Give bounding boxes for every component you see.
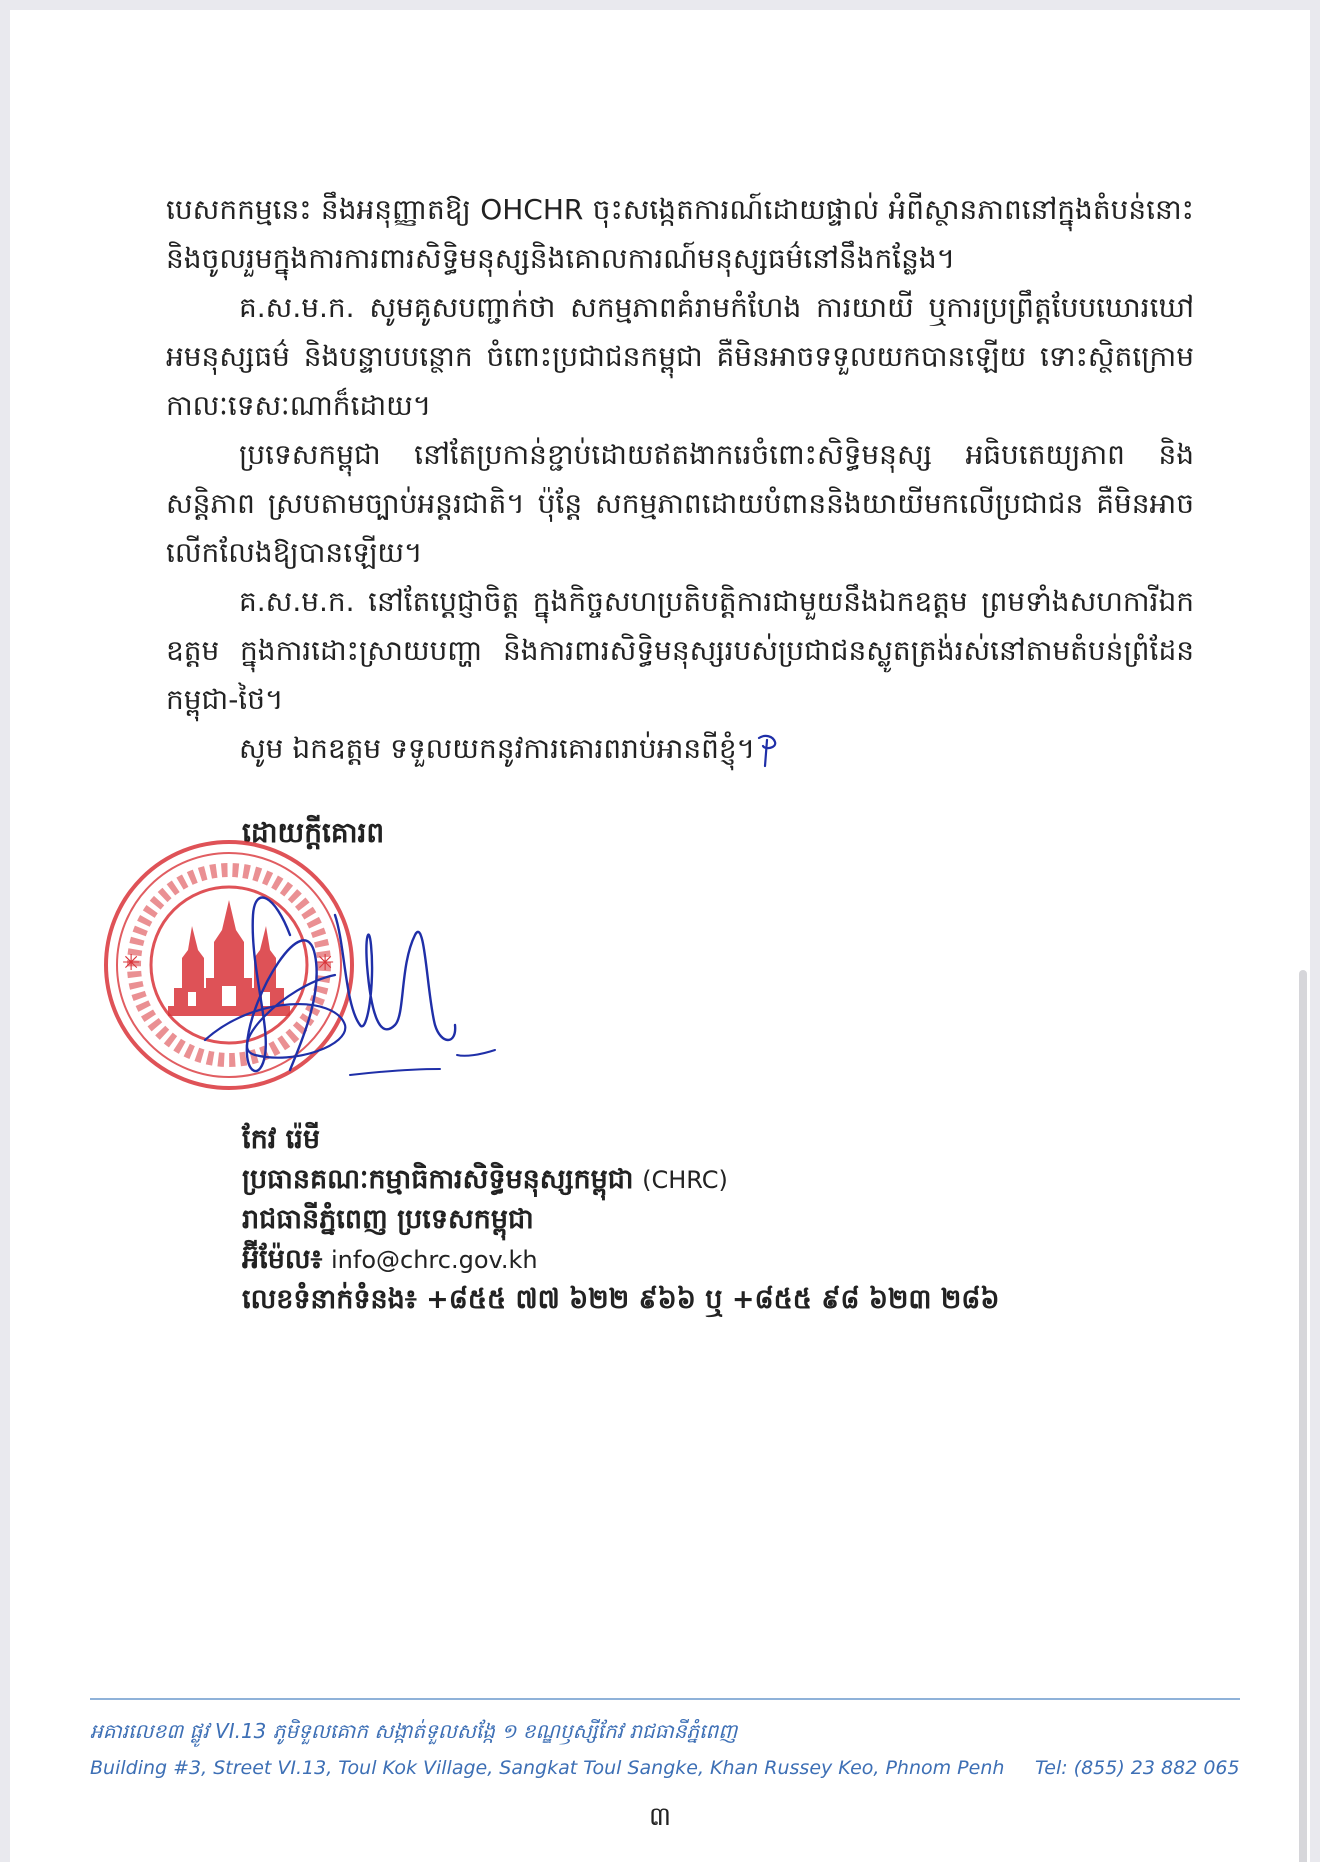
paragraph-2: គ.ស.ម.ក. សូមគូសបញ្ជាក់ថា សកម្មភាពគំរាមកំហែង ការយាយី ឬការប្រព្រឹត្តបែបឃោរឃៅ អមនុស្សធម៌ និងបន្ទាបបន្ថោក ចំពោះប្រជាជនកម្ពុជា គឺមិនអាចទទួលយកបានឡើយ ទោះស្ថិតក្រោមកាលៈទេសៈណាក៏ដោយ។ [166, 291, 1194, 422]
footer-address-kh: អគារលេខ៣ ផ្លូវ VI.13 ភូមិទួលគោក សង្កាត់ទួលសង្កែ ១ ខណ្ឌឫស្សីកែវ រាជធានីភ្នំពេញ [90, 1719, 738, 1743]
closing-salutation: ដោយក្តីគោរព [242, 816, 385, 849]
signature-block [242, 1120, 1000, 1320]
paragraph-5 [166, 724, 1194, 773]
footer-address-en: Building #3, Street VI.13, Toul Kok Village, Sangkat Toul Sangke, Khan Russey Keo, Phnom Penh [90, 1757, 1005, 1779]
footer-divider [90, 1698, 1240, 1700]
signatory-title-kh: ប្រធានគណៈកម្មាធិការសិទ្ធិមនុស្សកម្ពុជា [242, 1164, 634, 1195]
svg-text:✳: ✳ [316, 951, 335, 976]
email-link[interactable]: info@chrc.gov.kh [331, 1246, 538, 1274]
phone-line [242, 1280, 1000, 1320]
page-number: ៣ [648, 1802, 672, 1832]
signatory-location: រាជធានីភ្នំពេញ ប្រទេសកម្ពុជា [242, 1204, 534, 1235]
paragraph-3: ប្រទេសកម្ពុជា នៅតែប្រកាន់ខ្ជាប់ដោយឥតងាករេចំពោះសិទ្ធិមនុស្ស អធិបតេយ្យភាព និងសន្តិភាព ស្របតាមច្បាប់អន្តរជាតិ។ ប៉ុន្តែ សកម្មភាពដោយបំពាននិងយាយីមកលើប្រជាជន គឺមិនអាចលើកលែងឱ្យបានឡើយ។ [166, 438, 1194, 569]
email-line [242, 1240, 1000, 1280]
footer-telephone: Tel: (855) 23 882 065 [1035, 1757, 1240, 1779]
closing-sentence: សូម ឯកឧត្តម ទទួលយកនូវការគោរពរាប់អានពីខ្ញុំ។ [239, 732, 756, 765]
signatory-title-abbr: (CHRC) [642, 1166, 728, 1194]
paragraph-4: គ.ស.ម.ក. នៅតែប្តេជ្ញាចិត្ត ក្នុងកិច្ចសហប្រតិបត្តិការជាមួយនឹងឯកឧត្តម ព្រមទាំងសហការីឯកឧត្តម ក្នុងការដោះស្រាយបញ្ហា និងការពារសិទ្ធិមនុស្សរបស់ប្រជាជនស្លូតត្រង់រស់នៅតាមតំបន់ព្រំដែនកម្ពុជា-ថៃ។ [166, 585, 1194, 716]
email-label: អ៊ីម៉ែល៖ [242, 1244, 323, 1275]
phone-numbers: +៨៥៥ ៧៧ ៦២២ ៩៦៦ ឬ +៨៥៥ ៩៨ ៦២៣ ២៨៦ [426, 1284, 1000, 1315]
initial-mark-icon [755, 730, 781, 770]
letter-body [166, 185, 1194, 773]
phone-label: លេខទំនាក់ទំនង៖ [242, 1284, 417, 1315]
paragraph-1: បេសកកម្មនេះ នឹងអនុញ្ញាតឱ្យ OHCHR ចុះសង្កេតការណ៍ដោយផ្ទាល់ អំពីស្ថានភាពនៅក្នុងតំបន់នោះ និងចូលរួមក្នុងការការពារសិទ្ធិមនុស្សនិងគោលការណ៍មនុស្សធម៌នៅនឹងកន្លែង។ [166, 193, 1194, 275]
signatory-name: កែវ រ៉េមី [242, 1124, 320, 1155]
document-page [10, 10, 1310, 1862]
signatory-title [242, 1160, 1000, 1200]
svg-text:✳: ✳ [122, 951, 141, 976]
signature-icon [195, 875, 515, 1095]
vertical-scrollbar[interactable] [1299, 970, 1307, 1862]
